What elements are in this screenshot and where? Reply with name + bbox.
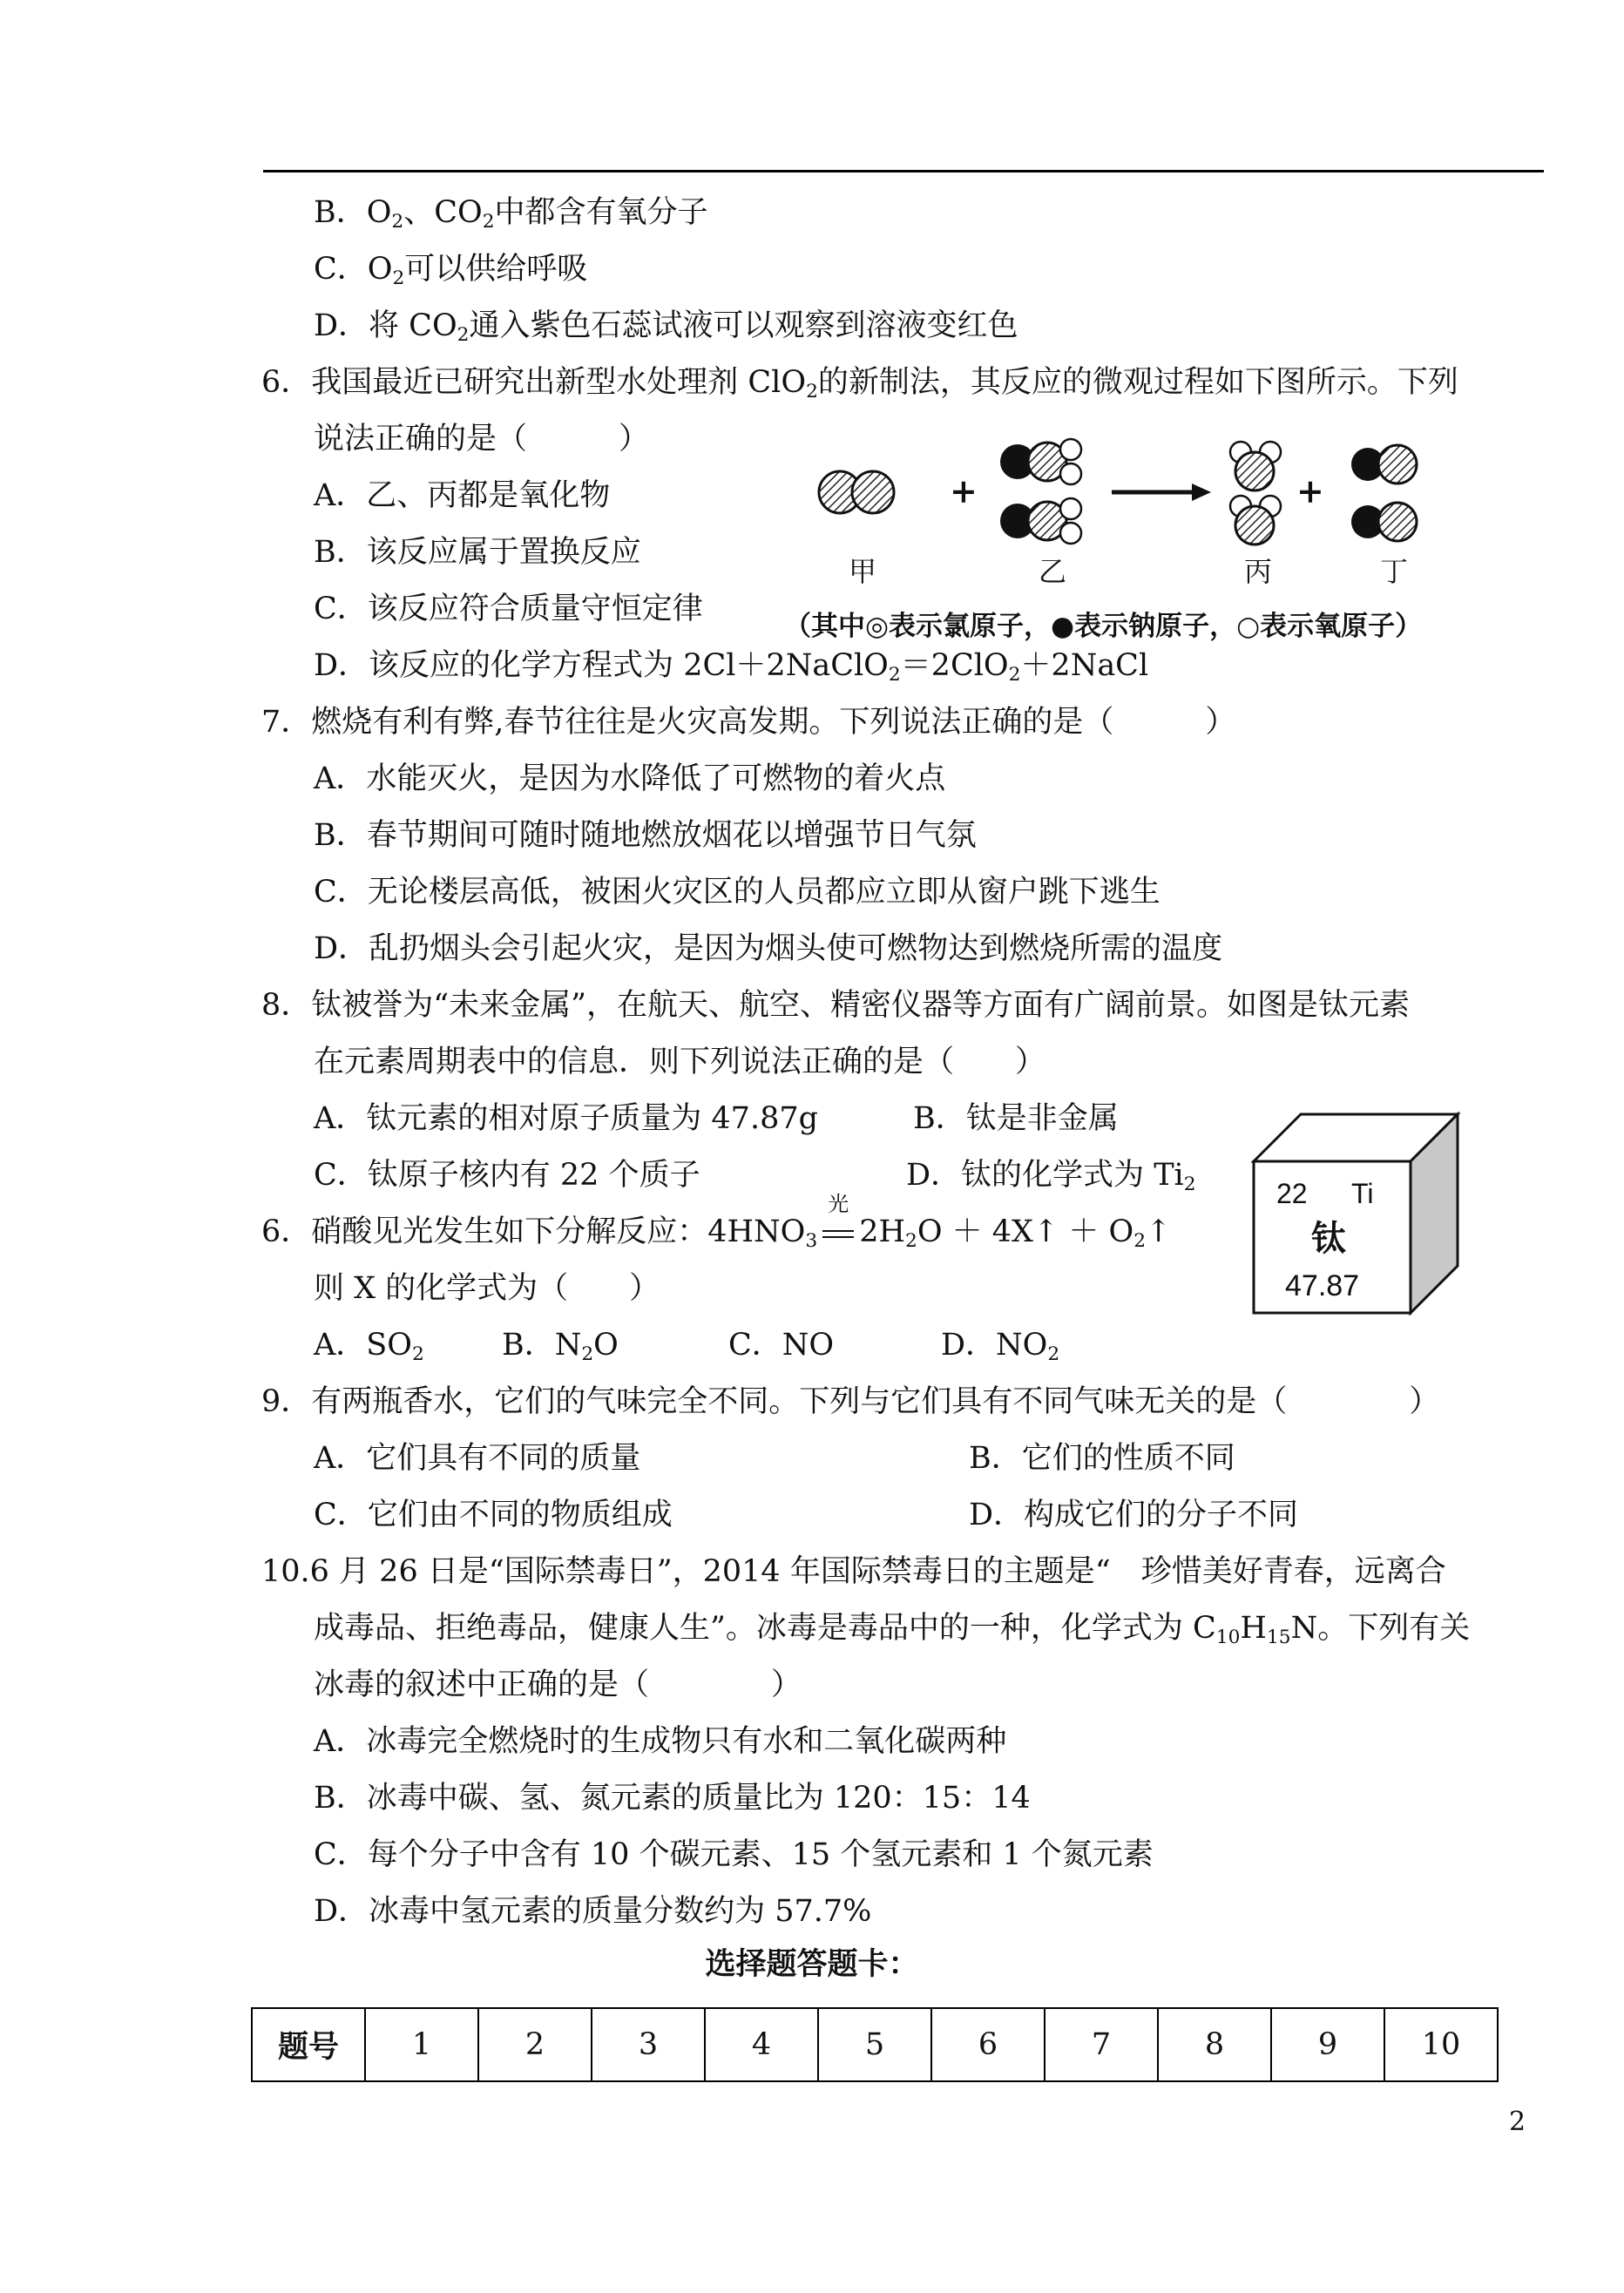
q7-option-a: A．水能灭火，是因为水降低了可燃物的着火点 [314, 761, 946, 796]
molecule-yi [1000, 439, 1081, 544]
q9-option-d: D．构成它们的分子不同 [969, 1498, 1299, 1532]
answer-number-2: 2 [478, 2008, 592, 2081]
q9-stem: 9．有两瓶香水，它们的气味完全不同。下列与它们具有不同气味无关的是（ ） [261, 1384, 1440, 1419]
q6-stem: 6．我国最近已研究出新型水处理剂 ClO$_2$的新制法，其反应的微观过程如下图所示。下列 [261, 365, 1458, 403]
q10-stem-cont-1: 成毒品、拒绝毒品，健康人生”。冰毒是毒品中的一种，化学式为 $C_{10}H_{15}N$。下列有关 [314, 1611, 1471, 1649]
titanium-element-card [1250, 1111, 1468, 1320]
q10-option-c: C．每个分子中含有 10 个碳元素、15 个氢元素和 1 个氮元素 [314, 1837, 1154, 1872]
q5-option-b: B．$O_2$、$CO_2$中都含有氧分子 [314, 195, 708, 233]
q10-stem: 10.6 月 26 日是“国际禁毒日”，2014 年国际禁毒日的主题是“ 珍惜美好青春，远离合 [261, 1554, 1446, 1589]
q6b-stem-cont: 则 X 的化学式为（ ） [314, 1271, 660, 1306]
q6b-option-a: A．$SO_2$ [314, 1328, 424, 1366]
molecule-jia [819, 471, 894, 513]
q8-option-d: D．钛的化学式为 $Ti_2$ [906, 1158, 1196, 1196]
q7-stem: 7．燃烧有利有弊,春节往往是火灾高发期。下列说法正确的是（ ） [261, 705, 1236, 740]
answer-card-table [251, 2007, 1499, 2082]
element-mass: 47.87 [1285, 1269, 1360, 1302]
reaction-legend: （其中◎表示氯原子，●表示钠原子，○表示氧原子） [784, 611, 1423, 642]
page-number: 2 [1509, 2107, 1526, 2137]
q10-option-d: D．冰毒中氢元素的质量分数约为 57.7% [314, 1894, 872, 1929]
label-jia: 甲 [849, 555, 877, 588]
q6b-stem: 6．硝酸见光发生如下分解反应：$4HNO_3$ 光 $2H_2O$ ＋ 4X↑ ＋ $O_2↑$ [261, 1192, 1172, 1253]
header-rule [263, 170, 1544, 172]
answer-number-9: 9 [1271, 2008, 1384, 2081]
light-condition-sign: 光 [819, 1213, 857, 1251]
q6b-option-d: D．$NO_2$ [941, 1328, 1060, 1366]
answer-number-6: 6 [931, 2008, 1045, 2081]
element-number: 22 [1276, 1178, 1308, 1209]
q10-option-b: B．冰毒中碳、氢、氮元素的质量比为 120：15：14 [314, 1781, 1031, 1816]
answer-number-5: 5 [818, 2008, 931, 2081]
q9-option-a: A．它们具有不同的质量 [314, 1441, 641, 1476]
molecule-ding [1351, 445, 1417, 541]
q9-option-c: C．它们由不同的物质组成 [314, 1498, 673, 1532]
q6-option-b: B．该反应属于置换反应 [314, 535, 641, 570]
label-ding: 丁 [1380, 555, 1409, 588]
answer-number-4: 4 [705, 2008, 818, 2081]
q5-option-d: D．将 $CO_2$通入紫色石蕊试液可以观察到溶液变红色 [314, 308, 1018, 347]
q6-stem-cont: 说法正确的是（ ） [314, 422, 650, 457]
label-bing: 丙 [1244, 555, 1273, 588]
q8-option-b: B．钛是非金属 [913, 1101, 1119, 1136]
element-name: 钛 [1311, 1218, 1346, 1259]
molecule-bing [1230, 442, 1281, 545]
plus-sign-2: + [1296, 471, 1324, 511]
q8-stem-cont: 在元素周期表中的信息．则下列说法正确的是（ ） [314, 1045, 1046, 1079]
q10-option-a: A．冰毒完全燃烧时的生成物只有水和二氧化碳两种 [314, 1724, 1007, 1759]
plus-sign-1: + [950, 471, 978, 511]
q8-stem: 8．钛被誉为“未来金属”，在航天、航空、精密仪器等方面有广阔前景。如图是钛元素 [261, 988, 1411, 1023]
q6b-option-b: B．$N_2O$ [502, 1328, 619, 1366]
q6-option-a: A．乙、丙都是氧化物 [314, 478, 611, 513]
q5-option-c: C．$O_2$可以供给呼吸 [314, 252, 588, 290]
q8-option-c: C．钛原子核内有 22 个质子 [314, 1158, 700, 1193]
q6-option-c: C．该反应符合质量守恒定律 [314, 592, 703, 626]
q9-option-b: B．它们的性质不同 [969, 1441, 1235, 1476]
answer-card-title: 选择题答题卡： [705, 1946, 919, 1982]
q8-option-a: A．钛元素的相对原子质量为 47.87g [314, 1101, 819, 1136]
reaction-micro-diagram [767, 431, 1551, 649]
q7-option-c: C．无论楼层高低，被困火灾区的人员都应立即从窗户跳下逃生 [314, 875, 1160, 910]
answer-card-row [252, 2008, 1498, 2081]
element-symbol: Ti [1351, 1178, 1374, 1209]
q10-stem-cont-2: 冰毒的叙述中正确的是（ ） [314, 1667, 802, 1702]
answer-number-7: 7 [1045, 2008, 1158, 2081]
answer-number-3: 3 [592, 2008, 705, 2081]
q7-option-d: D．乱扔烟头会引起火灾，是因为烟头使可燃物达到燃烧所需的温度 [314, 931, 1223, 966]
q6-option-d: D．该反应的化学方程式为 2Cl＋2NaClO$_2$＝2ClO$_2$＋2NaCl [314, 648, 1149, 687]
label-yi: 乙 [1039, 555, 1067, 588]
q7-option-b: B．春节期间可随时随地燃放烟花以增强节日气氛 [314, 818, 977, 853]
answer-number-10: 10 [1384, 2008, 1498, 2081]
reaction-arrow [1112, 484, 1211, 501]
answer-number-1: 1 [365, 2008, 478, 2081]
answer-number-8: 8 [1158, 2008, 1271, 2081]
answer-card-header: 题号 [252, 2008, 365, 2081]
q6b-option-c: C．NO [728, 1328, 835, 1363]
